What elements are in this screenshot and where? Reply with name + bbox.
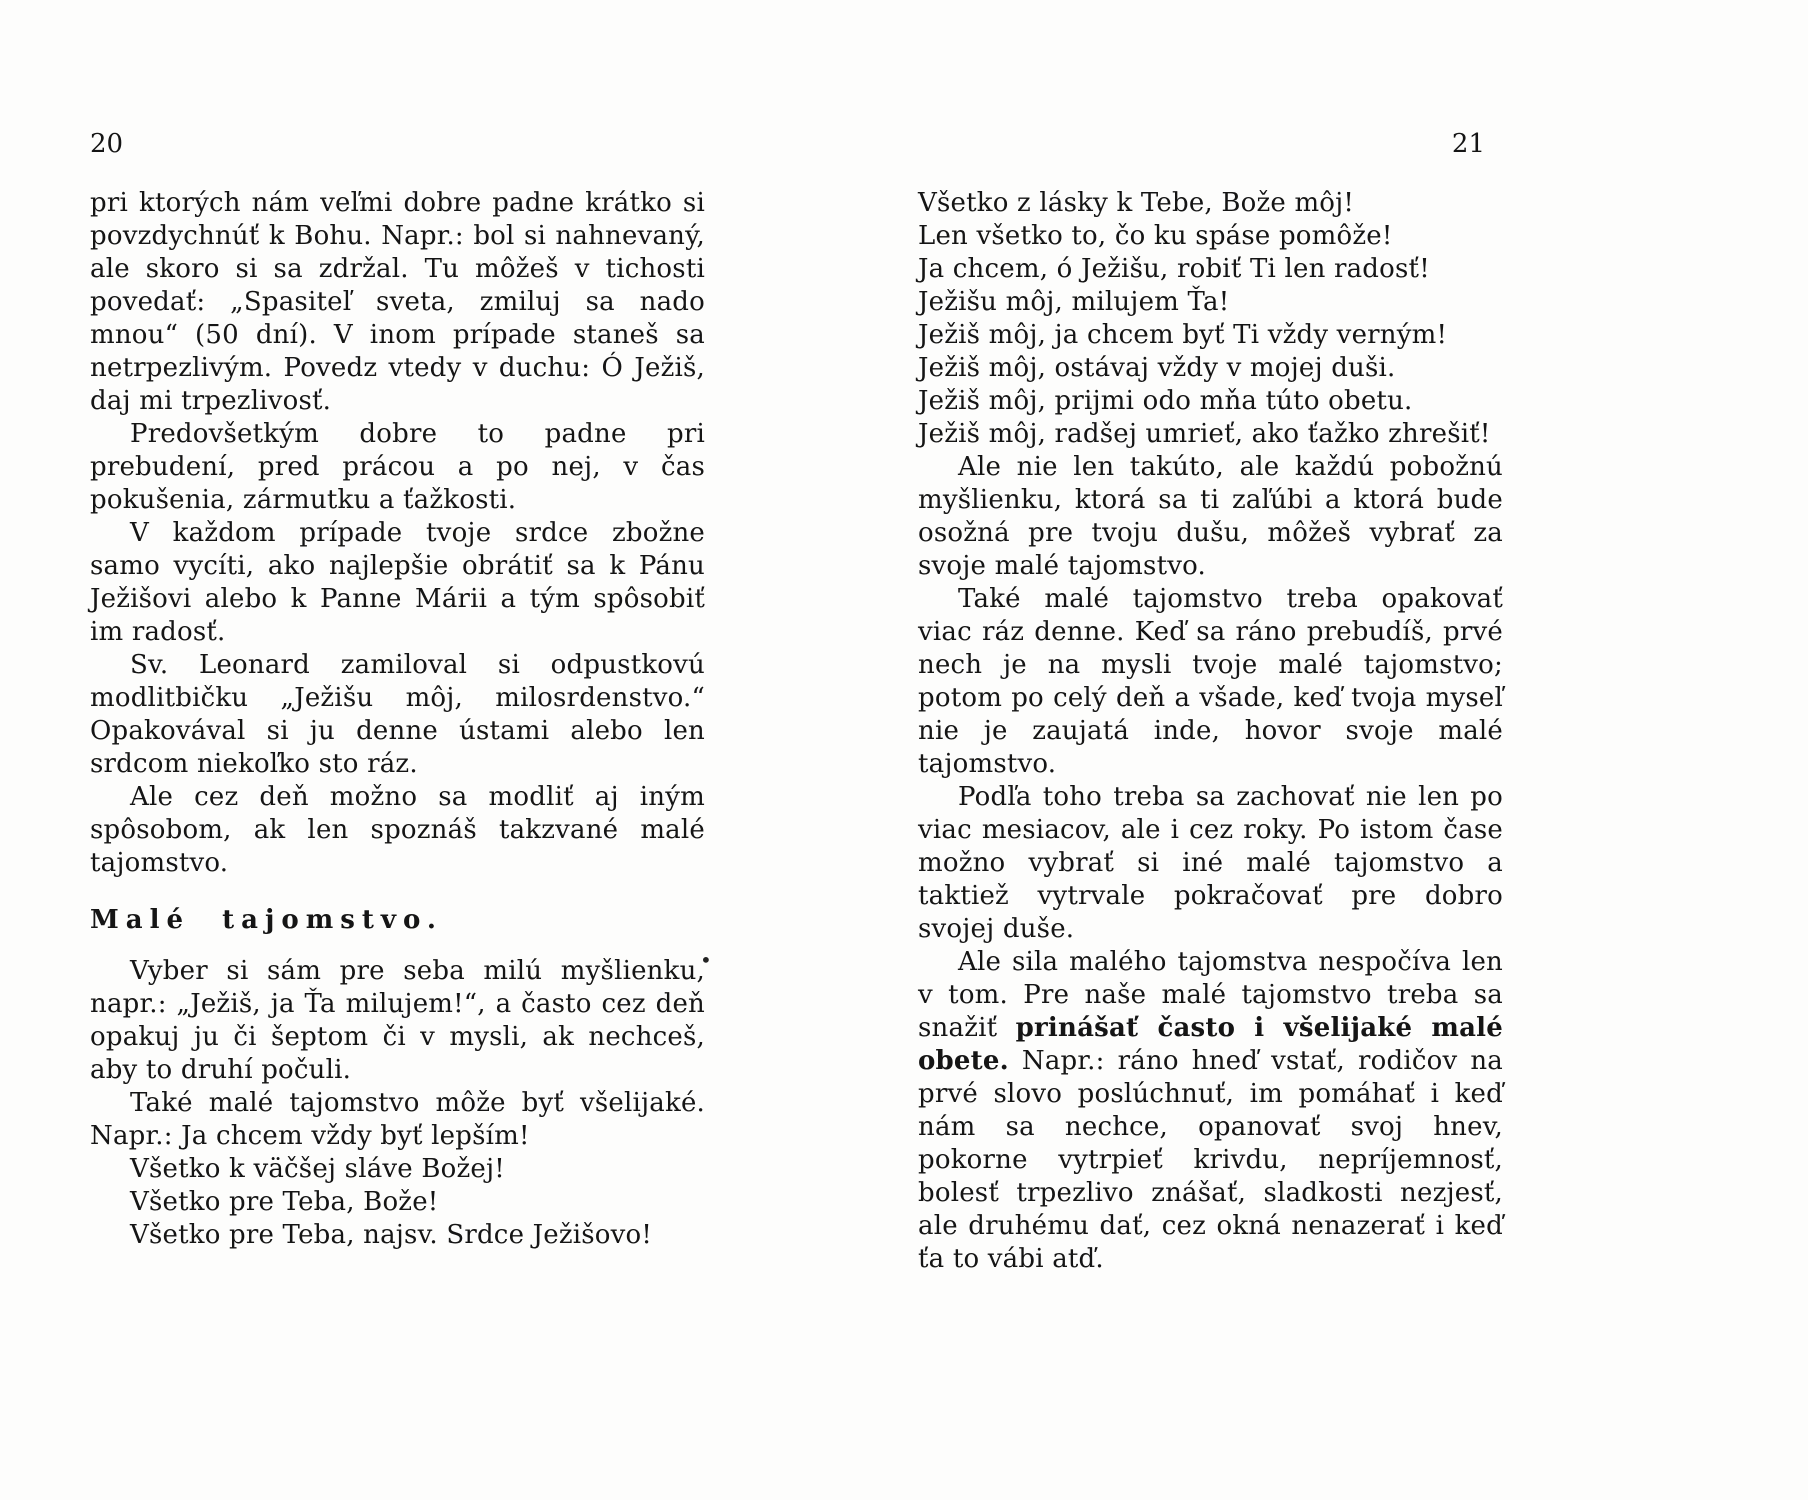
exclamation-line: Všetko pre Teba, najsv. Srdce Ježišovo! (130, 1220, 653, 1250)
paragraph: Ale cez deň možno sa modliť aj iným spôsobom, ak len spoznáš takzvané malé tajomstvo. (90, 782, 705, 878)
prayer-line: Ježiš môj, radšej umrieť, ako ťažko zhrešiť! (918, 419, 1491, 449)
page-number-left: 20 (90, 129, 124, 159)
paragraph-with-emphasis (918, 946, 1503, 1276)
paragraph: Sv. Leonard zamiloval si odpustkovú modlitbičku „Ježišu môj, milosrdenstvo.“ Opakovával si ju denne ústami alebo len srdcom niekoľko sto ráz. (90, 650, 705, 779)
paragraph: pri ktorých nám veľmi dobre padne krátko si povzdychnúť k Bohu. Napr.: bol si nahnevaný, ale skoro si sa zdržal. Tu môžeš v tichosti povedať: „Spasiteľ sveta, zmiluj sa nado mnou“ (50 dní). V inom prípade staneš sa netrpezlivým. Povedz vtedy v duchu: Ó Ježiš, daj mi trpezlivosť. (90, 188, 705, 416)
exclamation-line: Všetko k väčšej sláve Božej! (130, 1154, 505, 1184)
section-heading: Malé tajomstvo. (90, 905, 443, 935)
emphasized-text: prinášať často i všelijaké malé obete. (918, 1013, 1503, 1076)
page-left (90, 128, 705, 1252)
prayer-line: Len všetko to, čo ku spáse pomôže! (918, 221, 1393, 251)
paragraph: Ale nie len takúto, ale každú pobožnú myšlienku, ktorá sa ti zaľúbi a ktorá bude osožná pre tvoju dušu, môžeš vybrať za svoje malé tajomstvo. (918, 452, 1503, 581)
prayer-line: Ježiš môj, prijmi odo mňa túto obetu. (918, 386, 1413, 416)
prayer-line: Ja chcem, ó Ježišu, robiť Ti len radosť! (918, 254, 1430, 284)
paragraph: Také malé tajomstvo môže byť všelijaké. Napr.: Ja chcem vždy byť lepším! (90, 1088, 705, 1151)
paragraph: Také malé tajomstvo treba opakovať viac ráz denne. Keď sa ráno prebudíš, prvé nech je na mysli tvoje malé tajomstvo; potom po celý deň a všade, keď tvoja myseľ nie je zaujatá inde, hovor svoje malé tajomstvo. (918, 584, 1503, 779)
paragraph: Vyber si sám pre seba milú myšlienku, napr.: „Ježiš, ja Ťa milujem!“, a často cez deň opakuj ju či šeptom či v mysli, ak nechceš, aby to druhí počuli. (90, 956, 705, 1085)
prayer-line: Ježišu môj, milujem Ťa! (918, 287, 1230, 317)
paragraph-text: Napr.: ráno hneď vstať, rodičov na prvé slovo poslúchnuť, im pomáhať i keď nám sa nechce, opanovať svoj hnev, pokorne vytrpieť krivdu, nepríjemnosť, bolesť trpezlivo znášať, sladkosti nezjesť, ale druhému dať, cez okná nenazerať i keď ťa to vábi atď. (918, 1046, 1503, 1274)
paragraph-text: Ale sila malého tajomstva nespočíva len v tom. Pre naše malé tajomstvo treba sa snažiť (918, 947, 1503, 1043)
prayer-line: Všetko z lásky k Tebe, Bože môj! (918, 188, 1355, 218)
page-right (918, 128, 1503, 1276)
print-artifact-dot: • (700, 948, 712, 972)
paragraph: V každom prípade tvoje srdce zbožne samo vycíti, ako najlepšie obrátiť sa k Pánu Ježišovi alebo k Panne Márii a tým spôsobiť im radosť. (90, 518, 705, 647)
prayer-line: Ježiš môj, ostávaj vždy v mojej duši. (918, 353, 1396, 383)
page-number-right: 21 (1451, 129, 1485, 159)
paragraph: Podľa toho treba sa zachovať nie len po viac mesiacov, ale i cez roky. Po istom čase možno vybrať si iné malé tajomstvo a taktiež vytrvale pokračovať pre dobro svojej duše. (918, 782, 1503, 944)
prayer-line: Ježiš môj, ja chcem byť Ti vždy verným! (918, 320, 1448, 350)
paragraph: Predovšetkým dobre to padne pri prebudení, pred prácou a po nej, v čas pokušenia, zármutku a ťažkosti. (90, 419, 705, 515)
exclamation-line: Všetko pre Teba, Bože! (130, 1187, 439, 1217)
